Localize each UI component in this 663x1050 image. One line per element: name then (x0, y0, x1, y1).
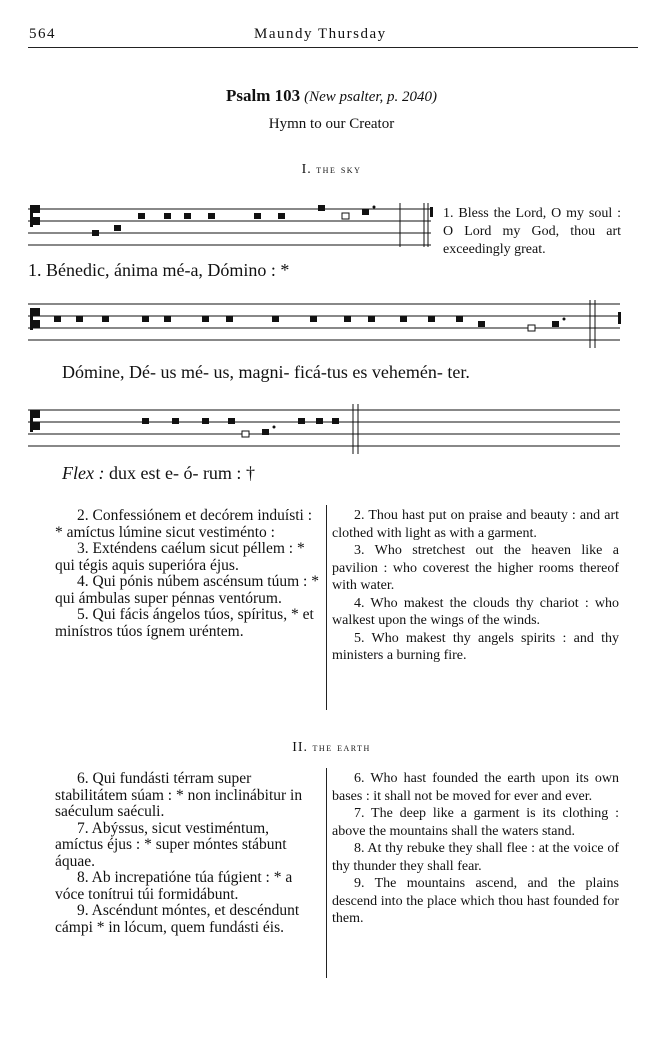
staff-lines (28, 209, 431, 245)
section-name: the earth (312, 740, 371, 754)
section-heading-earth (0, 740, 663, 756)
latin-verse: 5. Qui fácis ángelos túos, spíritus, * et minístros túos ígnem uréntem. (55, 606, 314, 640)
psalm-heading (0, 86, 663, 106)
english-verse: 8. At thy rebuke they shall flee : at the voice of thy thunder they shall fear. (332, 841, 619, 874)
english-verse: 2. Thou hast put on praise and beauty : and art clothed with light as with a garment. (332, 508, 619, 541)
section-roman: II. (292, 740, 309, 755)
do-clef-icon (30, 205, 40, 227)
running-title: Maundy Thursday (254, 26, 387, 42)
psalm-subtitle: Hymn to our Creator (268, 116, 395, 132)
staff-lines (28, 304, 620, 340)
latin-verse: 9. Ascéndunt móntes, et descéndunt cámpi * in lócum, quem fundásti éis. (55, 902, 300, 936)
custos-icon (430, 207, 433, 217)
chant-staff-1 (28, 203, 438, 247)
flex-text: dux est e- ó- rum : † (108, 463, 255, 483)
flex-line (62, 463, 255, 484)
latin-verse: 6. Qui fundásti térram super stabilitátem súam : * non inclinábitur in saéculum saéculi. (55, 770, 303, 820)
chant-translation-1: 1. Bless the Lord, O my soul : O Lord my God, thou art exceedingly great. (443, 206, 621, 257)
header-rule (28, 47, 638, 48)
chant-lyric-1: 1. Bénedic, ánima mé-a, Dómino : * (28, 260, 290, 280)
column-divider (326, 505, 327, 710)
chant-staff-3 (28, 404, 623, 454)
flex-label: Flex : (62, 463, 105, 483)
do-clef-icon (30, 410, 40, 432)
section-heading-sky (0, 162, 663, 178)
do-clef-icon (30, 308, 40, 330)
english-verse: 9. The mountains ascend, and the plains descend into the place which thou hast founded for them. (332, 876, 619, 926)
english-verse: 6. Who hast founded the earth upon its own bases : it shall not be moved for ever and ever. (332, 771, 619, 804)
chant-lyric-2: Dómine, Dé- us mé- us, magni- ficá-tus es vehemén- ter. (62, 362, 470, 382)
latin-column-sky (55, 508, 320, 640)
neumes (54, 316, 566, 331)
psalm-title: Psalm 103 (225, 86, 301, 105)
chant-staff-2 (28, 298, 623, 350)
section-name: the sky (316, 162, 362, 176)
english-column-sky (332, 507, 619, 665)
english-verse: 4. Who makest the clouds thy chariot : who walkest upon the wings of the winds. (332, 595, 619, 628)
staff-lines (28, 410, 620, 446)
latin-verse: 8. Ab increpatióne túa fúgient : * a vóce tonítrui túi formidábunt. (55, 869, 293, 903)
psalm-note: (New psalter, p. 2040) (304, 89, 438, 105)
custos-icon (618, 312, 621, 324)
english-column-earth (332, 770, 619, 928)
column-divider (326, 768, 327, 978)
latin-verse: 7. Abýssus, sicut vestiméntum, amíctus éjus : * super móntes stábunt áquae. (55, 819, 287, 870)
english-verse: 7. The deep like a garment is its clothing : above the mountains shall the waters stand. (332, 806, 619, 839)
page-number: 564 (29, 26, 56, 42)
latin-column-earth (55, 771, 320, 936)
english-verse: 3. Who stretchest out the heaven like a pavilion : who coverest the higher rooms thereof with water. (332, 543, 619, 593)
english-verse: 5. Who makest thy angels spirits : and thy ministers a burning fire. (332, 630, 619, 663)
section-roman: I. (301, 162, 312, 177)
latin-verse: 2. Confessiónem et decórem induísti : * amíctus lúmine sicut vestiménto : (55, 507, 313, 541)
latin-verse: 3. Exténdens caélum sicut péllem : * qui tégis aquis superióra éjus. (55, 540, 305, 574)
latin-verse: 4. Qui pónis núbem ascénsum túum : * qui ámbulas super pénnas ventórum. (55, 573, 319, 607)
